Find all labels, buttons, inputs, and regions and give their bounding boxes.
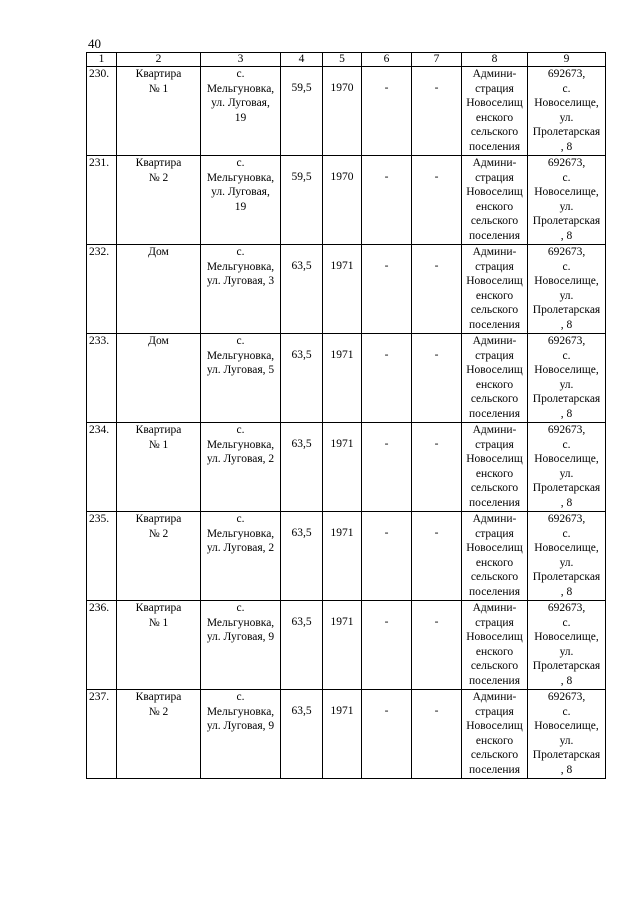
holder-name-line: сельского [470,393,519,406]
object-address-line: с. [236,246,245,258]
holder-name-line: сельского [470,304,519,317]
object-name-line: Дом [148,246,169,258]
holder-address-line: с. [562,438,571,451]
object-name-line: Квартира [135,68,182,80]
holder-address-line: 692673, [547,68,586,80]
holder-name-line: Админи- [472,602,517,614]
holder-address-line: Пролетарская [532,571,601,584]
object-address-line: 19 [234,111,247,124]
object-name-line: № 2 [148,171,169,184]
holder-address [528,423,606,512]
holder-address-line: , 8 [560,229,573,242]
table-row [87,245,606,334]
column-6-value: - [362,690,412,779]
object-name-line: Квартира [135,424,182,436]
holder-name-line: Админи- [472,691,517,703]
holder-address-line: Пролетарская [532,660,601,673]
object-address [201,512,281,601]
object-address-line: ул. Луговая, [211,97,270,110]
holder-address-line: Новоселище, [534,275,599,288]
holder-address [528,690,606,779]
object-name [117,334,201,423]
holder-name-line: страция [475,82,514,95]
column-header: 7 [412,53,462,67]
holder-name-line: Админи- [472,424,517,436]
holder-name [462,67,528,156]
holder-name-line: Админи- [472,68,517,80]
object-name-line: № 2 [148,527,169,540]
table-row [87,512,606,601]
table-row [87,334,606,423]
holder-name-line: поселения [469,585,520,598]
holder-name-line: поселения [469,229,520,242]
holder-name-line: сельского [470,660,519,673]
area-value: 63,5 [281,334,323,423]
holder-address-line: с. [562,527,571,540]
object-address-line: с. [236,157,245,169]
object-name [117,690,201,779]
column-header: 3 [201,53,281,67]
year-value: 1971 [323,423,362,512]
holder-address-line: с. [562,82,571,95]
object-address-line: с. [236,602,245,614]
object-address-line: с. [236,691,245,703]
year-value: 1970 [323,67,362,156]
holder-name [462,334,528,423]
area-value: 63,5 [281,245,323,334]
object-address-line: Мельгуновка, [206,349,275,362]
year-value: 1971 [323,690,362,779]
holder-address-line: Новоселище, [534,720,599,733]
object-address [201,423,281,512]
object-name [117,67,201,156]
holder-address-line: ул. [559,200,574,213]
holder-name-line: сельского [470,215,519,228]
holder-name [462,601,528,690]
holder-address-line: ул. [559,378,574,391]
holder-address-line: Новоселище, [534,364,599,377]
table-row [87,690,606,779]
holder-name-line: страция [475,438,514,451]
object-address-line: Мельгуновка, [206,171,275,184]
holder-address-line: ул. [559,645,574,658]
holder-name-line: Новоселищ [466,631,523,644]
holder-name-line: поселения [469,496,520,509]
holder-name-line: Новоселищ [466,275,523,288]
object-address-line: Мельгуновка, [206,705,275,718]
holder-address [528,334,606,423]
holder-address-line: Пролетарская [532,126,601,139]
object-address-line: Мельгуновка, [206,438,275,451]
holder-address-line: 692673, [547,157,586,169]
object-address-line: ул. Луговая, [211,186,270,199]
holder-name-line: поселения [469,763,520,776]
holder-name-line: страция [475,171,514,184]
holder-address-line: 692673, [547,602,586,614]
column-header: 2 [117,53,201,67]
holder-address-line: с. [562,616,571,629]
holder-name-line: енского [475,556,514,569]
column-header: 1 [87,53,117,67]
holder-address-line: 692673, [547,335,586,347]
object-address [201,690,281,779]
year-value: 1970 [323,156,362,245]
holder-name [462,423,528,512]
table-row [87,156,606,245]
column-7-value: - [412,690,462,779]
row-number: 233. [87,334,117,423]
table-body [87,67,606,779]
holder-name [462,245,528,334]
holder-name-line: сельского [470,749,519,762]
holder-address-line: , 8 [560,318,573,331]
area-value: 63,5 [281,423,323,512]
holder-name-line: страция [475,705,514,718]
holder-name-line: Новоселищ [466,186,523,199]
holder-address [528,245,606,334]
year-value: 1971 [323,334,362,423]
row-number: 237. [87,690,117,779]
column-header: 5 [323,53,362,67]
object-address [201,67,281,156]
holder-address [528,67,606,156]
object-name [117,156,201,245]
holder-address-line: Новоселище, [534,97,599,110]
page-number: 40 [88,36,101,51]
holder-address-line: Новоселище, [534,453,599,466]
object-address-line: Мельгуновка, [206,82,275,95]
holder-name [462,690,528,779]
header-row [87,53,606,67]
holder-name-line: поселения [469,318,520,331]
holder-name-line: поселения [469,674,520,687]
object-address-line: ул. Луговая, 2 [206,542,275,555]
holder-name-line: енского [475,289,514,302]
column-6-value: - [362,512,412,601]
holder-name-line: енского [475,111,514,124]
column-6-value: - [362,67,412,156]
holder-name-line: енского [475,378,514,391]
holder-name-line: страция [475,616,514,629]
area-value: 59,5 [281,156,323,245]
row-number: 232. [87,245,117,334]
area-value: 59,5 [281,67,323,156]
holder-name-line: енского [475,467,514,480]
holder-address-line: , 8 [560,763,573,776]
object-address-line: ул. Луговая, 5 [206,364,275,377]
holder-name-line: Новоселищ [466,542,523,555]
column-7-value: - [412,245,462,334]
object-address-line: 19 [234,200,247,213]
table-row [87,601,606,690]
holder-address-line: Новоселище, [534,186,599,199]
object-address-line: с. [236,68,245,80]
area-value: 63,5 [281,690,323,779]
column-header: 8 [462,53,528,67]
holder-address-line: 692673, [547,513,586,525]
holder-address-line: ул. [559,556,574,569]
row-number: 230. [87,67,117,156]
object-address-line: Мельгуновка, [206,527,275,540]
holder-address-line: , 8 [560,496,573,509]
object-name [117,245,201,334]
area-value: 63,5 [281,512,323,601]
object-name-line: № 1 [148,82,169,95]
column-7-value: - [412,156,462,245]
object-address [201,601,281,690]
holder-address-line: Пролетарская [532,393,601,406]
object-name-line: № 1 [148,616,169,629]
row-number: 236. [87,601,117,690]
row-number: 231. [87,156,117,245]
object-name-line: Квартира [135,513,182,525]
holder-address-line: Новоселище, [534,542,599,555]
column-header: 9 [528,53,606,67]
holder-name-line: Новоселищ [466,720,523,733]
column-6-value: - [362,245,412,334]
object-name-line: Квартира [135,602,182,614]
holder-name-line: сельского [470,482,519,495]
column-6-value: - [362,423,412,512]
holder-name-line: поселения [469,140,520,153]
object-address [201,334,281,423]
column-7-value: - [412,601,462,690]
holder-address-line: с. [562,349,571,362]
area-value: 63,5 [281,601,323,690]
holder-address [528,512,606,601]
holder-address [528,156,606,245]
object-name-line: № 2 [148,705,169,718]
holder-name-line: страция [475,349,514,362]
holder-name-line: Админи- [472,157,517,169]
holder-address-line: Пролетарская [532,215,601,228]
object-address-line: с. [236,513,245,525]
holder-address-line: ул. [559,289,574,302]
holder-name-line: Админи- [472,246,517,258]
holder-address-line: Пролетарская [532,482,601,495]
holder-address-line: , 8 [560,674,573,687]
object-address-line: Мельгуновка, [206,616,275,629]
column-7-value: - [412,423,462,512]
holder-name-line: Новоселищ [466,97,523,110]
holder-address-line: 692673, [547,424,586,436]
holder-name-line: Новоселищ [466,453,523,466]
object-address-line: ул. Луговая, 3 [206,275,275,288]
row-number: 235. [87,512,117,601]
table-row [87,67,606,156]
holder-name-line: страция [475,260,514,273]
column-6-value: - [362,156,412,245]
column-7-value: - [412,67,462,156]
holder-address-line: 692673, [547,691,586,703]
object-name-line: Дом [148,335,169,347]
holder-name-line: Админи- [472,335,517,347]
holder-address-line: с. [562,260,571,273]
holder-address-line: ул. [559,734,574,747]
object-name [117,601,201,690]
object-name-line: Квартира [135,157,182,169]
object-address-line: с. [236,335,245,347]
row-number: 234. [87,423,117,512]
year-value: 1971 [323,601,362,690]
holder-name-line: страция [475,527,514,540]
holder-address-line: , 8 [560,407,573,420]
holder-address-line: с. [562,705,571,718]
holder-name-line: Админи- [472,513,517,525]
object-name-line: Квартира [135,691,182,703]
holder-name-line: енского [475,200,514,213]
holder-address-line: ул. [559,467,574,480]
column-6-value: - [362,334,412,423]
year-value: 1971 [323,245,362,334]
holder-address-line: , 8 [560,585,573,598]
holder-address-line: 692673, [547,246,586,258]
object-name [117,423,201,512]
object-address [201,245,281,334]
column-6-value: - [362,601,412,690]
holder-address-line: ул. [559,111,574,124]
object-address-line: с. [236,424,245,436]
holder-name-line: Новоселищ [466,364,523,377]
object-address-line: ул. Луговая, 9 [206,631,275,644]
holder-address-line: Новоселище, [534,631,599,644]
holder-address-line: , 8 [560,140,573,153]
holder-name-line: сельского [470,126,519,139]
holder-name-line: поселения [469,407,520,420]
object-address-line: ул. Луговая, 2 [206,453,275,466]
holder-address-line: с. [562,171,571,184]
holder-name [462,512,528,601]
column-7-value: - [412,334,462,423]
column-header: 4 [281,53,323,67]
holder-address [528,601,606,690]
column-7-value: - [412,512,462,601]
column-header: 6 [362,53,412,67]
object-name-line: № 1 [148,438,169,451]
holder-name-line: сельского [470,571,519,584]
holder-address-line: Пролетарская [532,749,601,762]
holder-address-line: Пролетарская [532,304,601,317]
year-value: 1971 [323,512,362,601]
table-row [87,423,606,512]
holder-name-line: енского [475,734,514,747]
holder-name [462,156,528,245]
object-name [117,512,201,601]
object-address [201,156,281,245]
object-address-line: ул. Луговая, 9 [206,720,275,733]
object-address-line: Мельгуновка, [206,260,275,273]
property-register-table [86,52,606,779]
holder-name-line: енского [475,645,514,658]
